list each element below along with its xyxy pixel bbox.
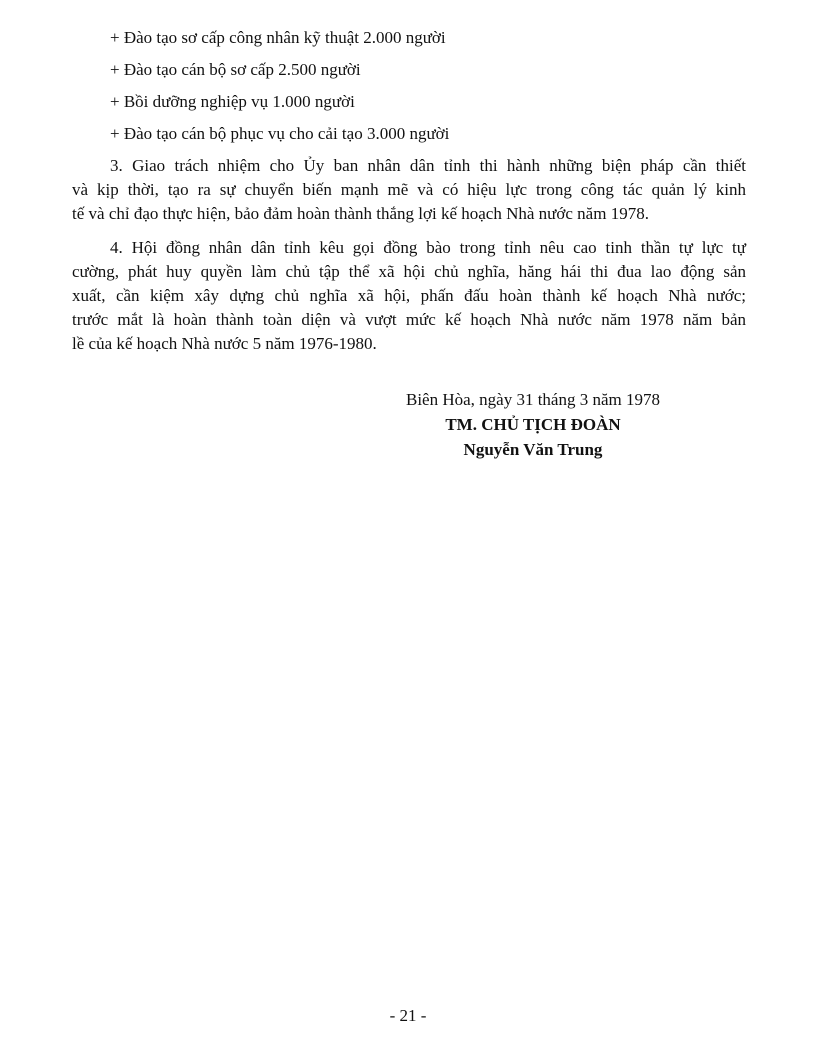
paragraph-4-line: cường, phát huy quyền làm chủ tập thể xã hội chủ nghĩa, hăng hái thi đua lao động sản — [72, 262, 746, 281]
bullet-item: + Đào tạo sơ cấp công nhân kỹ thuật 2.000 người — [110, 28, 446, 47]
paragraph-3-line: và kịp thời, tạo ra sự chuyển biến mạnh mẽ và có hiệu lực trong công tác quản lý kinh — [72, 180, 746, 199]
paragraph-4-line: xuất, cần kiệm xây dựng chủ nghĩa xã hội, phấn đấu hoàn thành kế hoạch Nhà nước; — [72, 286, 746, 305]
signatory-title: TM. CHỦ TỊCH ĐOÀN — [445, 415, 621, 434]
bullet-item: + Đào tạo cán bộ phục vụ cho cải tạo 3.000 người — [110, 124, 450, 143]
paragraph-3-line: tế và chỉ đạo thực hiện, bảo đảm hoàn thành thắng lợi kế hoạch Nhà nước năm 1978. — [72, 204, 649, 223]
paragraph-4-line: trước mắt là hoàn thành toàn diện và vượt mức kế hoạch Nhà nước năm 1978 năm bản — [72, 310, 746, 329]
page-number: - 21 - — [389, 1006, 427, 1025]
signatory-name: Nguyễn Văn Trung — [463, 440, 603, 459]
bullet-item: + Đào tạo cán bộ sơ cấp 2.500 người — [110, 60, 361, 79]
paragraph-4-line: lề của kế hoạch Nhà nước 5 năm 1976-1980. — [72, 334, 377, 353]
paragraph-4-line: 4. Hội đồng nhân dân tỉnh kêu gọi đồng bào trong tỉnh nêu cao tinh thần tự lực tự — [110, 238, 746, 257]
bullet-item: + Bồi dưỡng nghiệp vụ 1.000 người — [110, 92, 355, 111]
place-date: Biên Hòa, ngày 31 tháng 3 năm 1978 — [405, 390, 660, 409]
paragraph-3-line: 3. Giao trách nhiệm cho Ủy ban nhân dân tỉnh thi hành những biện pháp cần thiết — [110, 156, 746, 175]
